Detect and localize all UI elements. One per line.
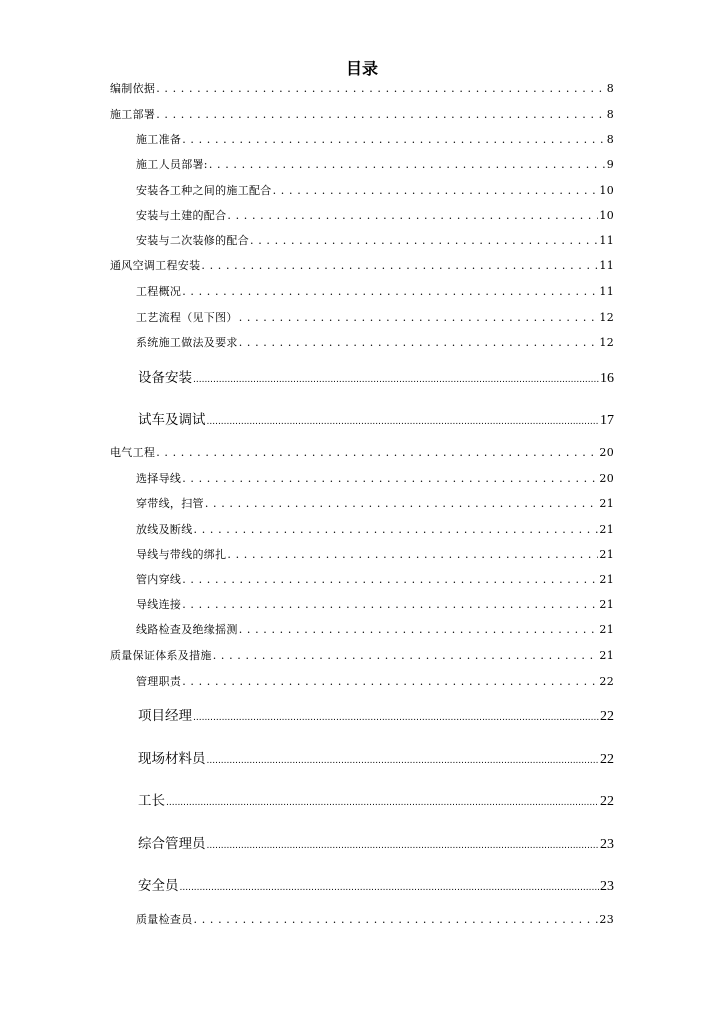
toc-entry-page: 21 xyxy=(599,523,614,536)
toc-dot-leader xyxy=(239,310,599,326)
toc-entry-site-material-clerk[interactable] xyxy=(138,750,614,770)
toc-entry-page: 21 xyxy=(599,573,614,586)
toc-entry-label: 工艺流程（见下图） xyxy=(136,311,238,324)
toc-entry-laying-cutting[interactable] xyxy=(136,522,614,538)
toc-entry-trade-coordination[interactable] xyxy=(136,183,614,199)
toc-entry-project-overview[interactable] xyxy=(136,284,614,300)
toc-entry-label: 安全员 xyxy=(138,878,179,894)
toc-entry-page: 11 xyxy=(599,259,614,272)
toc-entry-label: 施工人员部署: xyxy=(136,158,208,171)
toc-entry-page: 21 xyxy=(599,548,614,561)
toc-entry-electrical-engineering[interactable] xyxy=(110,445,614,461)
toc-dot-leader xyxy=(166,792,599,812)
toc-entry-label: 试车及调试 xyxy=(138,412,206,428)
toc-entry-label: 通风空调工程安装 xyxy=(110,259,201,272)
toc-entry-project-manager[interactable] xyxy=(138,707,614,727)
toc-entry-quality-assurance[interactable] xyxy=(110,648,614,664)
toc-entry-page: 23 xyxy=(599,913,614,926)
toc-dot-leader xyxy=(182,284,598,300)
toc-entry-in-pipe-threading[interactable] xyxy=(136,572,614,588)
toc-entry-page: 22 xyxy=(600,709,614,724)
toc-entry-label: 选择导线 xyxy=(136,472,182,485)
toc-dot-leader xyxy=(227,208,598,224)
toc-dot-leader xyxy=(207,750,600,770)
toc-dot-leader xyxy=(239,622,599,638)
toc-entry-page: 22 xyxy=(599,675,614,688)
toc-entry-decoration-coordination[interactable] xyxy=(136,233,614,249)
toc-entry-equipment-installation[interactable] xyxy=(138,369,614,389)
toc-entry-page: 11 xyxy=(599,285,614,298)
toc-entry-label: 施工准备 xyxy=(136,133,182,146)
toc-entry-civil-coordination[interactable] xyxy=(136,208,614,224)
toc-entry-page: 21 xyxy=(599,649,614,662)
toc-entry-construction-preparation[interactable] xyxy=(136,132,614,148)
toc-entry-label: 施工部署 xyxy=(110,108,156,121)
toc-dot-leader xyxy=(193,369,599,389)
toc-dot-leader xyxy=(207,835,600,855)
toc-dot-leader xyxy=(239,335,599,351)
toc-entry-label: 项目经理 xyxy=(138,708,192,724)
toc-title: 目录 xyxy=(345,59,378,78)
toc-entry-label: 导线与带线的绑扎 xyxy=(136,548,227,561)
toc-entry-page: 8 xyxy=(606,108,614,121)
toc-entry-page: 23 xyxy=(600,837,614,852)
toc-entry-page: 21 xyxy=(599,598,614,611)
toc-entry-label: 现场材料员 xyxy=(138,751,206,767)
toc-dot-leader xyxy=(205,496,599,512)
toc-entry-label: 电气工程 xyxy=(110,446,156,459)
toc-entry-safety-officer[interactable] xyxy=(138,877,614,897)
toc-entry-foreman[interactable] xyxy=(138,792,614,812)
toc-dot-leader xyxy=(182,597,598,613)
toc-entry-label: 工长 xyxy=(138,793,165,809)
toc-entry-label: 安装与土建的配合 xyxy=(136,209,227,222)
toc-dot-leader xyxy=(156,107,605,123)
toc-entry-label: 工程概况 xyxy=(136,285,182,298)
toc-dot-leader xyxy=(156,81,605,97)
toc-entry-hvac-installation[interactable] xyxy=(110,258,614,274)
toc-entry-construction-deployment[interactable] xyxy=(110,107,614,123)
toc-dot-leader xyxy=(209,157,606,173)
toc-entry-label: 管内穿线 xyxy=(136,573,182,586)
toc-dot-leader xyxy=(193,707,599,727)
toc-entry-management-duties[interactable] xyxy=(136,674,614,690)
toc-entry-pull-wire-sweep[interactable] xyxy=(136,496,614,512)
toc-dot-leader xyxy=(227,547,598,563)
toc-entry-label: 穿带线，扫管 xyxy=(136,497,204,510)
toc-entry-quality-inspector[interactable] xyxy=(136,912,614,928)
toc-dot-leader xyxy=(182,471,598,487)
toc-entry-label: 编制依据 xyxy=(110,82,156,95)
toc-dot-leader xyxy=(194,522,599,538)
toc-entry-system-construction[interactable] xyxy=(136,335,614,351)
toc-entry-label: 安装各工种之间的施工配合 xyxy=(136,184,272,197)
toc-entry-label: 设备安装 xyxy=(138,370,192,386)
toc-entry-label: 质量检查员 xyxy=(136,913,193,926)
toc-dot-leader xyxy=(194,912,599,928)
toc-dot-leader xyxy=(156,445,598,461)
toc-entry-wire-selection[interactable] xyxy=(136,471,614,487)
toc-entry-label: 管理职责 xyxy=(136,675,182,688)
toc-entry-page: 11 xyxy=(599,234,614,247)
toc-dot-leader xyxy=(182,572,598,588)
toc-dot-leader xyxy=(250,233,598,249)
toc-dot-leader xyxy=(180,877,600,897)
toc-entry-compilation-basis[interactable] xyxy=(110,81,614,97)
toc-entry-label: 导线连接 xyxy=(136,598,182,611)
toc-entry-wire-connection[interactable] xyxy=(136,597,614,613)
toc-entry-personnel-deployment[interactable] xyxy=(136,157,614,173)
toc-entry-page: 21 xyxy=(599,497,614,510)
toc-entry-page: 23 xyxy=(600,879,614,894)
toc-entry-wire-binding[interactable] xyxy=(136,547,614,563)
toc-dot-leader xyxy=(182,674,598,690)
toc-entry-page: 10 xyxy=(599,209,614,222)
toc-entry-page: 12 xyxy=(599,311,614,324)
toc-dot-leader xyxy=(213,648,599,664)
toc-entry-page: 8 xyxy=(606,133,614,146)
toc-entry-page: 22 xyxy=(600,794,614,809)
toc-entry-page: 21 xyxy=(599,623,614,636)
toc-entry-label: 安装与二次装修的配合 xyxy=(136,234,249,247)
toc-entry-label: 综合管理员 xyxy=(138,836,206,852)
toc-entry-page: 20 xyxy=(599,446,614,459)
toc-entry-trial-commissioning[interactable] xyxy=(138,411,614,431)
toc-entry-page: 10 xyxy=(599,184,614,197)
toc-entry-page: 22 xyxy=(600,752,614,767)
toc-dot-leader xyxy=(182,132,605,148)
toc-entry-label: 系统施工做法及要求 xyxy=(136,336,238,349)
toc-entry-label: 放线及断线 xyxy=(136,523,193,536)
toc-entry-page: 17 xyxy=(600,413,614,428)
toc-entry-page: 12 xyxy=(599,336,614,349)
toc-entry-process-flow[interactable] xyxy=(136,310,614,326)
toc-entry-insulation-test[interactable] xyxy=(136,622,614,638)
toc-entry-general-administrator[interactable] xyxy=(138,835,614,855)
toc-entry-label: 线路检查及绝缘摇测 xyxy=(136,623,238,636)
toc-entry-label: 质量保证体系及措施 xyxy=(110,649,212,662)
toc-dot-leader xyxy=(201,258,598,274)
toc-dot-leader xyxy=(273,183,599,199)
toc-entry-page: 9 xyxy=(606,158,614,171)
toc-entry-page: 20 xyxy=(599,472,614,485)
toc-entry-page: 8 xyxy=(606,82,614,95)
toc-dot-leader xyxy=(207,411,600,431)
toc-entry-page: 16 xyxy=(600,371,614,386)
